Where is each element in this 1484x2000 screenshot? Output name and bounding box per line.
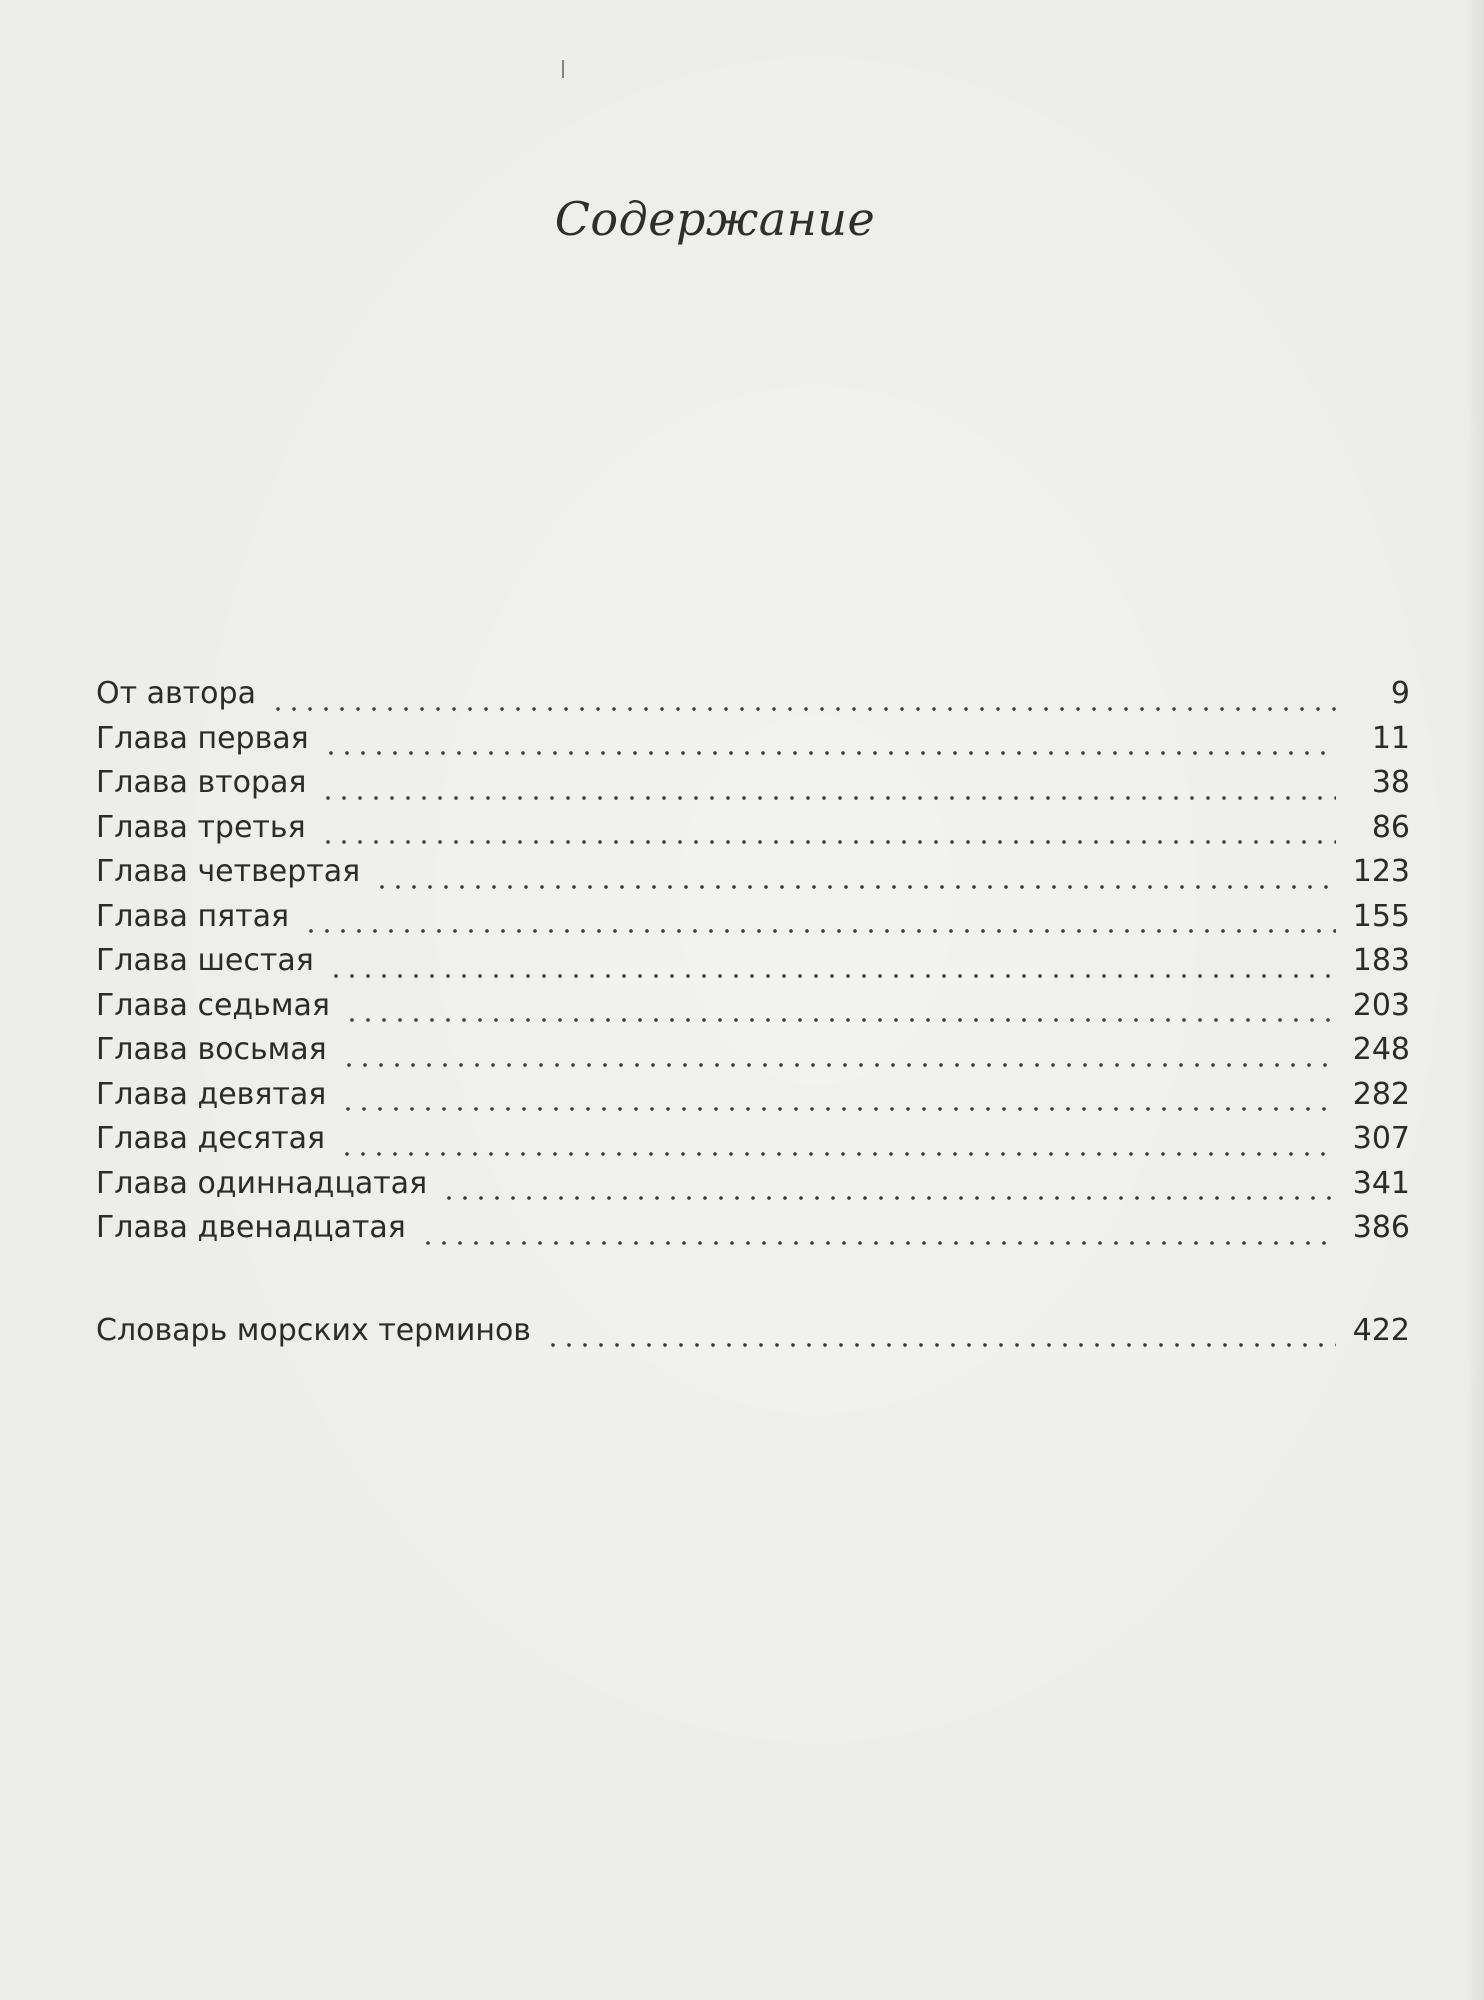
toc-entry-label: Словарь морских терминов (96, 1312, 531, 1348)
toc-entry-label: Глава четвертая (96, 854, 361, 889)
toc-entry-chapter-7 (96, 988, 1410, 1033)
toc-entry-label: Глава пятая (96, 898, 290, 934)
page-title: Содержание (554, 192, 876, 246)
toc-entry-page: 11 (1371, 720, 1410, 756)
dot-leader (420, 1241, 1336, 1245)
toc-entry-chapter-11 (96, 1166, 1410, 1211)
toc-entry-chapter-2 (96, 765, 1410, 810)
toc-entry-glossary (96, 1313, 1410, 1358)
toc-entry-chapter-9 (96, 1077, 1410, 1122)
toc-entry-label: Глава седьмая (96, 987, 330, 1023)
toc-entry-page: 341 (1352, 1165, 1410, 1201)
toc-entry-label: Глава девятая (96, 1076, 327, 1112)
toc-entry-label: Глава первая (96, 720, 309, 756)
dot-leader (545, 1343, 1336, 1347)
toc-entry-from-author (96, 676, 1410, 721)
toc-entry-chapter-6 (96, 943, 1410, 988)
toc-entry-page: 155 (1352, 898, 1410, 934)
toc-entry-page: 38 (1371, 765, 1410, 800)
toc-entry-label: Глава третья (96, 809, 306, 845)
toc-entry-chapter-1 (96, 721, 1410, 766)
dot-leader (320, 840, 1336, 844)
toc-section-gap (96, 1255, 1410, 1313)
printer-tick-mark (562, 60, 564, 78)
dot-leader (328, 974, 1336, 978)
toc-entry-page: 9 (1390, 676, 1410, 711)
toc-entry-page: 422 (1352, 1312, 1410, 1348)
toc-entry-chapter-4 (96, 854, 1410, 899)
toc-entry-page: 307 (1352, 1121, 1410, 1156)
toc-entry-page: 86 (1371, 809, 1410, 845)
dot-leader (323, 751, 1336, 755)
toc-entry-label: Глава вторая (96, 765, 307, 800)
dot-leader (344, 1018, 1336, 1022)
dot-leader (341, 1063, 1336, 1067)
toc-entry-chapter-10 (96, 1121, 1410, 1166)
dot-leader (303, 929, 1336, 933)
toc-entry-label: Глава двенадцатая (96, 1210, 406, 1245)
toc-entry-page: 282 (1352, 1076, 1410, 1112)
dot-leader (320, 796, 1336, 800)
dot-leader (270, 707, 1336, 711)
toc-entry-page: 183 (1352, 943, 1410, 978)
toc-entry-page: 386 (1352, 1210, 1410, 1245)
toc-entry-page: 248 (1352, 1032, 1410, 1067)
toc-entry-chapter-5 (96, 899, 1410, 944)
toc-entry-label: Глава шестая (96, 943, 314, 978)
dot-leader (339, 1152, 1336, 1156)
toc-entry-page: 203 (1352, 987, 1410, 1023)
toc-entry-label: От автора (96, 676, 256, 711)
toc-entry-label: Глава одиннадцатая (96, 1165, 428, 1201)
dot-leader (374, 885, 1336, 889)
toc-entry-chapter-12 (96, 1210, 1410, 1255)
toc-entry-chapter-8 (96, 1032, 1410, 1077)
toc-entry-label: Глава десятая (96, 1121, 326, 1156)
table-of-contents (96, 676, 1410, 1357)
page-edge-shadow (1466, 0, 1484, 2000)
toc-entry-label: Глава восьмая (96, 1032, 327, 1067)
toc-entry-page: 123 (1352, 854, 1410, 889)
dot-leader (441, 1196, 1336, 1200)
dot-leader (340, 1107, 1336, 1111)
toc-entry-chapter-3 (96, 810, 1410, 855)
